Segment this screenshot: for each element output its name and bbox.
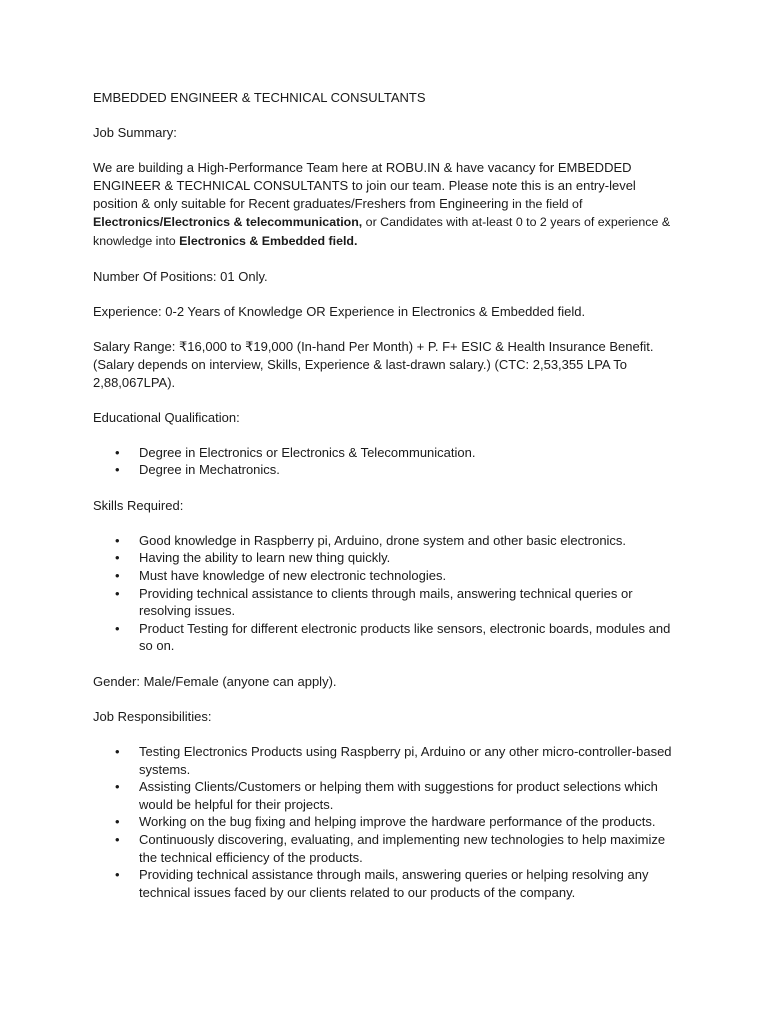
summary-text-4: or Candidates with at-least 0 to 2 years of experience & knowledge into	[93, 215, 671, 248]
list-item: • Having the ability to learn new thing quickly.	[139, 549, 683, 567]
list-item: • Working on the bug fixing and helping improve the hardware performance of the products.	[139, 813, 683, 831]
responsibilities-list	[93, 743, 683, 901]
list-item: • Continuously discovering, evaluating, and implementing new technologies to help maximize the technical efficiency of the products.	[139, 831, 683, 866]
summary-text-2: in the field of	[512, 196, 583, 211]
experience-text: Experience: 0-2 Years of Knowledge OR Experience in Electronics & Embedded field.	[93, 304, 586, 320]
list-item: • Testing Electronics Products using Raspberry pi, Arduino or any other micro-controller-based systems.	[139, 743, 683, 778]
list-item: • Degree in Mechatronics.	[139, 461, 683, 479]
job-summary-heading: Job Summary:	[93, 125, 177, 141]
education-heading: Educational Qualification:	[93, 409, 240, 425]
summary-text-5: Electronics & Embedded field.	[179, 233, 358, 248]
job-summary-paragraph	[93, 159, 683, 250]
summary-text-3: Electronics/Electronics & telecommunication,	[93, 215, 363, 230]
document-body	[93, 89, 683, 919]
list-item: • Providing technical assistance through mails, answering queries or helping resolving any technical issues faced by our clients related to our products of the company.	[139, 866, 683, 901]
list-item: • Assisting Clients/Customers or helping them with suggestions for product selections which would be helpful for their projects.	[139, 778, 683, 813]
skills-list	[93, 532, 683, 655]
list-item: • Providing technical assistance to clients through mails, answering technical queries or resolving issues.	[139, 585, 683, 620]
summary-text-1: We are building a High-Performance Team here at ROBU.IN & have vacancy for EMBEDDED ENGINEER & TECHNICAL CONSULTANTS to join our team. Please note this is an entry-level position & only suitable for Recent graduates/Freshers from Engineering	[93, 160, 636, 211]
list-item: • Product Testing for different electronic products like sensors, electronic boards, modules and so on.	[139, 620, 683, 655]
skills-heading: Skills Required:	[93, 497, 184, 513]
gender-text: Gender: Male/Female (anyone can apply).	[93, 673, 337, 689]
salary-text: Salary Range: ₹16,000 to ₹19,000 (In-hand Per Month) + P. F+ ESIC & Health Insurance Benefit. (Salary depends on interview, Skills, Experience & last-drawn salary.) (CTC: 2,53,355 LPA To 2,88,067LPA).	[93, 339, 654, 390]
list-item: • Degree in Electronics or Electronics & Telecommunication.	[139, 444, 683, 462]
positions-text: Number Of Positions: 01 Only.	[93, 268, 268, 284]
list-item: • Good knowledge in Raspberry pi, Arduino, drone system and other basic electronics.	[139, 532, 683, 550]
list-item: • Must have knowledge of new electronic technologies.	[139, 567, 683, 585]
responsibilities-heading: Job Responsibilities:	[93, 708, 212, 724]
page-title: EMBEDDED ENGINEER & TECHNICAL CONSULTANTS	[93, 90, 426, 105]
education-list	[93, 444, 683, 479]
